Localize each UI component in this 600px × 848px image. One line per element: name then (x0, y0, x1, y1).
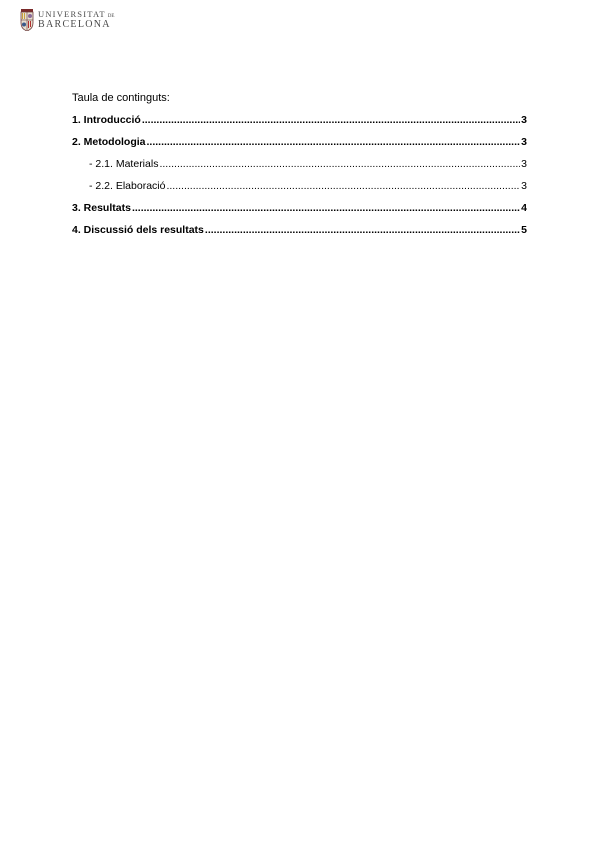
toc-page-number: 4 (521, 202, 527, 214)
logo-de-text: DE (107, 14, 115, 19)
logo-wordmark (38, 10, 114, 30)
toc-entry-elaboracio[interactable] (72, 175, 527, 197)
toc-dot-leader (132, 197, 520, 219)
logo-barcelona-text: BARCELONA (38, 19, 111, 30)
table-of-contents (72, 92, 527, 241)
toc-entry-materials[interactable] (72, 153, 527, 175)
toc-entry-label: - 2.2. Elaboració (89, 180, 166, 192)
toc-entry-discussio[interactable] (72, 219, 527, 241)
toc-dot-leader (159, 153, 520, 175)
toc-entry-metodologia[interactable] (72, 131, 527, 153)
toc-dot-leader (166, 175, 520, 197)
logo-university-text: UNIVERSITAT (38, 9, 106, 19)
toc-entry-introduccio[interactable] (72, 109, 527, 131)
toc-entry-label: - 2.1. Materials (89, 158, 159, 170)
toc-page-number: 5 (521, 224, 527, 236)
toc-entry-label: 2. Metodologia (72, 136, 146, 148)
university-logo (20, 9, 114, 31)
toc-page-number: 3 (521, 158, 527, 170)
toc-page-number: 3 (521, 114, 527, 126)
toc-entry-label: 1. Introducció (72, 114, 141, 126)
toc-entry-label: 3. Resultats (72, 202, 131, 214)
toc-dot-leader (205, 219, 520, 241)
coat-of-arms-icon (20, 9, 34, 31)
toc-heading: Taula de continguts: (72, 92, 170, 104)
toc-entry-label: 4. Discussió dels resultats (72, 224, 204, 236)
toc-dot-leader (147, 131, 521, 153)
toc-page-number: 3 (521, 136, 527, 148)
toc-entry-resultats[interactable] (72, 197, 527, 219)
toc-page-number: 3 (521, 180, 527, 192)
toc-dot-leader (142, 109, 520, 131)
